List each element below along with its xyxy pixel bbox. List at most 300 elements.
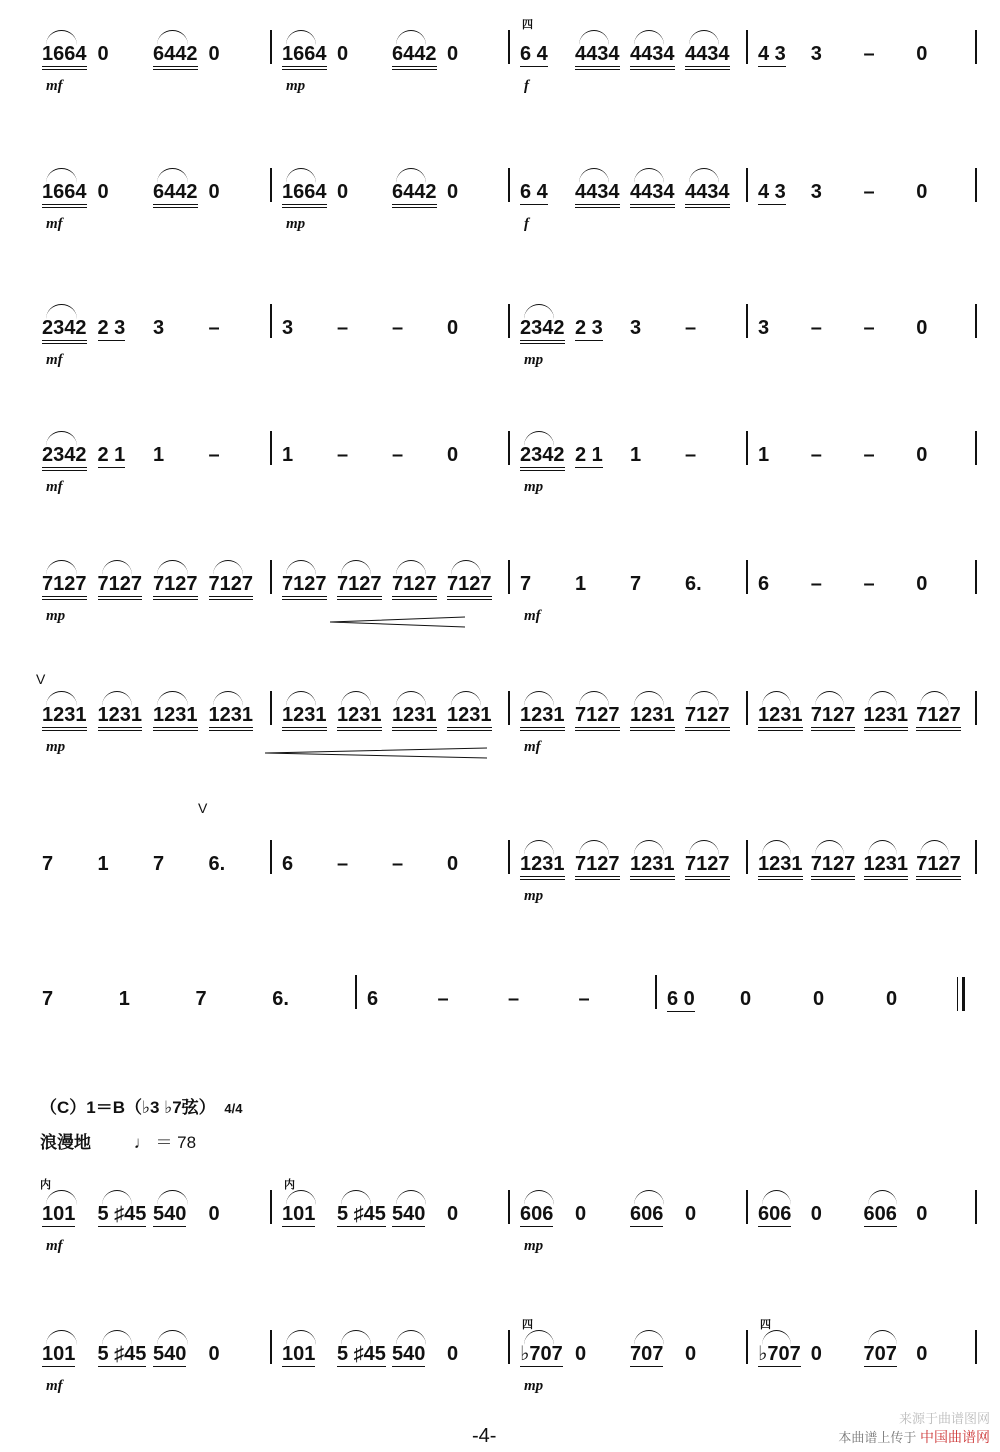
note-group: 101 xyxy=(282,1203,316,1225)
tempo-word: 浪漫地 xyxy=(40,1133,91,1152)
note-group: 7127 xyxy=(209,572,254,600)
note-group: 3 xyxy=(153,317,165,339)
slur-mark xyxy=(815,840,844,855)
breath-mark: V xyxy=(36,671,46,687)
note-group: 7 xyxy=(153,853,165,875)
note-group: 7 xyxy=(42,853,54,875)
note-group: – xyxy=(208,444,220,466)
note-group: 4434 xyxy=(630,42,675,70)
slur-mark xyxy=(341,560,371,575)
dynamic-marking: mf xyxy=(46,352,63,368)
slur-mark xyxy=(524,1330,554,1345)
note-group: 1 xyxy=(575,573,587,595)
note-group: 0 xyxy=(447,181,459,203)
note-group: 6442 xyxy=(392,180,437,208)
barline xyxy=(746,1330,748,1364)
slur-mark xyxy=(396,30,426,45)
slur-mark xyxy=(451,691,481,706)
note-group: 1664 xyxy=(42,42,87,70)
note-group: 707 xyxy=(630,1343,664,1365)
slur-mark xyxy=(689,691,719,706)
note-group: 2342 xyxy=(42,316,87,344)
barline xyxy=(270,840,272,874)
watermark-top: 来源于曲谱图网 xyxy=(898,1411,990,1426)
note-group: 3 xyxy=(282,317,294,339)
note-group: 7127 xyxy=(916,703,961,731)
note-group: 0 xyxy=(447,1203,459,1225)
note-group: 1 xyxy=(758,444,770,466)
note-group: 0 xyxy=(337,43,349,65)
note-group: 0 xyxy=(685,1343,697,1365)
slur-mark xyxy=(762,1190,791,1205)
note-group: 7127 xyxy=(282,572,327,600)
fingering-mark: 四 xyxy=(522,19,533,31)
final-barline xyxy=(957,977,966,1011)
note-group: 4 3 xyxy=(758,43,786,65)
barline xyxy=(975,1190,977,1224)
note-group: 7127 xyxy=(916,852,961,880)
note-group: 2342 xyxy=(520,443,565,471)
note-group: 1231 xyxy=(153,703,198,731)
note-group: 7127 xyxy=(153,572,198,600)
note-group: – xyxy=(337,853,349,875)
slur-mark xyxy=(286,1330,316,1345)
barline xyxy=(975,1330,977,1364)
slur-mark xyxy=(46,431,77,446)
note-group: 0 xyxy=(685,1203,697,1225)
slur-mark xyxy=(46,560,77,575)
note-group: 0 xyxy=(337,181,349,203)
slur-mark xyxy=(579,30,609,45)
slur-mark xyxy=(102,1190,133,1205)
slur-mark xyxy=(157,691,188,706)
note-group: – xyxy=(810,444,822,466)
barline xyxy=(975,168,977,202)
barline xyxy=(270,560,272,594)
note-group: 1231 xyxy=(520,703,565,731)
slur-mark xyxy=(634,30,664,45)
section-title xyxy=(40,1093,243,1118)
note-group: 6 4 xyxy=(520,181,548,203)
note-group: 7127 xyxy=(337,572,382,600)
tempo-mark: ♩ ＝ 78 xyxy=(133,1133,197,1152)
barline xyxy=(270,1190,272,1224)
barline xyxy=(746,304,748,338)
note-group: 2 3 xyxy=(97,317,126,339)
slur-mark xyxy=(524,691,554,706)
note-group: 3 xyxy=(810,43,822,65)
note-group: – xyxy=(863,317,875,339)
barline xyxy=(355,975,357,1009)
barline xyxy=(746,691,748,725)
barline xyxy=(270,168,272,202)
staff-row xyxy=(0,296,1000,426)
fingering-mark: 四 xyxy=(522,1319,533,1331)
note-group: – xyxy=(863,444,875,466)
note-group: 3 xyxy=(758,317,770,339)
barline xyxy=(746,30,748,64)
note-group: 5 ♯45 xyxy=(97,1343,147,1365)
barline xyxy=(746,168,748,202)
note-group: 2 3 xyxy=(575,317,603,339)
note-group: 606 xyxy=(758,1203,792,1225)
dynamic-marking: mf xyxy=(524,739,541,755)
slur-mark xyxy=(396,1330,426,1345)
slur-mark xyxy=(157,1330,188,1345)
note-group: 4434 xyxy=(575,180,620,208)
note-group: 7127 xyxy=(392,572,437,600)
note-group: 540 xyxy=(392,1343,426,1365)
slur-mark xyxy=(157,560,188,575)
note-group: 1231 xyxy=(209,703,254,731)
slur-mark xyxy=(524,840,554,855)
note-group: 0 xyxy=(916,573,928,595)
slur-mark xyxy=(689,30,719,45)
note-group: 0 xyxy=(916,1343,928,1365)
slur-mark xyxy=(579,840,609,855)
slur-mark xyxy=(286,1190,316,1205)
slur-mark xyxy=(396,1190,426,1205)
note-group: 6 xyxy=(282,853,294,875)
barline xyxy=(975,431,977,465)
note-group: – xyxy=(508,988,520,1010)
barline xyxy=(270,431,272,465)
barline xyxy=(975,30,977,64)
note-group: 1231 xyxy=(864,852,909,880)
slur-mark xyxy=(46,1190,77,1205)
dynamic-marking: mf xyxy=(46,1378,63,1394)
barline xyxy=(746,840,748,874)
dynamic-marking: mp xyxy=(46,739,66,755)
note-group: 0 xyxy=(97,43,109,65)
barline xyxy=(270,30,272,64)
note-group: 0 xyxy=(916,1203,928,1225)
slur-mark xyxy=(689,840,719,855)
barline xyxy=(508,1330,510,1364)
slur-mark xyxy=(634,691,664,706)
barline xyxy=(508,168,510,202)
note-group: 7127 xyxy=(575,703,620,731)
slur-mark xyxy=(579,691,609,706)
note-group: 4 3 xyxy=(758,181,786,203)
note-group: 1231 xyxy=(42,703,87,731)
note-group: 1231 xyxy=(392,703,437,731)
note-group: 0 xyxy=(447,444,459,466)
slur-mark xyxy=(102,691,133,706)
barline xyxy=(508,30,510,64)
note-group: 2342 xyxy=(42,443,87,471)
note-group: – xyxy=(863,181,875,203)
note-group: – xyxy=(337,317,349,339)
note-group: 7127 xyxy=(447,572,492,600)
note-group: 1 xyxy=(630,444,642,466)
note-group: – xyxy=(685,317,697,339)
slur-mark xyxy=(868,1190,897,1205)
note-group: 3 xyxy=(810,181,822,203)
watermark xyxy=(838,1408,990,1447)
note-group: 6. xyxy=(208,853,226,875)
note-group: 606 xyxy=(520,1203,554,1225)
slur-mark xyxy=(579,168,609,183)
note-group: 7127 xyxy=(811,852,856,880)
note-group: 5 ♯45 xyxy=(337,1343,386,1365)
slur-mark xyxy=(524,431,554,446)
note-group: – xyxy=(392,444,404,466)
note-group: 4434 xyxy=(685,42,730,70)
time-signature: 4/4 xyxy=(224,1101,243,1116)
slur-mark xyxy=(46,1330,77,1345)
breath-mark: V xyxy=(198,800,208,816)
note-group: 6442 xyxy=(392,42,437,70)
note-group: – xyxy=(810,573,822,595)
watermark-left: 本曲谱上传于 xyxy=(838,1430,917,1445)
dynamic-marking: mp xyxy=(524,1238,544,1254)
note-group: 0 xyxy=(575,1343,587,1365)
note-group: – xyxy=(863,43,875,65)
note-group: 7127 xyxy=(98,572,143,600)
barline xyxy=(270,1330,272,1364)
slur-mark xyxy=(157,168,188,183)
note-group: 6 xyxy=(758,573,770,595)
barline xyxy=(508,431,510,465)
note-group: 1231 xyxy=(758,703,803,731)
dynamic-marking: f xyxy=(524,78,529,94)
slur-mark xyxy=(689,168,719,183)
slur-mark xyxy=(762,840,791,855)
slur-mark xyxy=(920,840,949,855)
slur-mark xyxy=(451,560,481,575)
note-group: 0 xyxy=(447,853,459,875)
note-group: 7127 xyxy=(42,572,87,600)
dynamic-marking: mp xyxy=(524,352,544,368)
key-signature: （C）1＝B（♭3 ♭7弦） xyxy=(40,1098,216,1117)
note-group: 0 xyxy=(886,988,898,1010)
slur-mark xyxy=(868,691,897,706)
note-group: 4434 xyxy=(575,42,620,70)
staff-row xyxy=(0,552,1000,682)
note-group: 1231 xyxy=(337,703,382,731)
note-group: 7 xyxy=(195,988,207,1010)
barline xyxy=(508,840,510,874)
note-group: 5 ♯45 xyxy=(337,1203,386,1225)
note-group: 4434 xyxy=(630,180,675,208)
barline xyxy=(508,1190,510,1224)
note-group: 0 xyxy=(916,181,928,203)
slur-mark xyxy=(157,1190,188,1205)
note-group: 1 xyxy=(118,988,130,1010)
note-group: ♭707 xyxy=(520,1343,563,1365)
slur-mark xyxy=(815,691,844,706)
note-group: – xyxy=(437,988,449,1010)
note-group: 4434 xyxy=(685,180,730,208)
note-group: 540 xyxy=(153,1203,187,1225)
note-group: – xyxy=(685,444,697,466)
slur-mark xyxy=(524,1190,554,1205)
note-group: 5 ♯45 xyxy=(97,1203,147,1225)
note-group: 7 xyxy=(630,573,642,595)
slur-mark xyxy=(341,1190,371,1205)
note-group: 6 4 xyxy=(520,43,548,65)
note-group: 6. xyxy=(685,573,702,595)
staff-row xyxy=(0,423,1000,553)
dynamic-marking: mp xyxy=(46,608,66,624)
note-group: 6 xyxy=(367,988,379,1010)
slur-mark xyxy=(524,304,554,319)
slur-mark xyxy=(762,691,791,706)
note-group: 0 xyxy=(447,317,459,339)
slur-mark xyxy=(762,1330,791,1345)
note-group: 1664 xyxy=(282,180,327,208)
note-group: 0 xyxy=(208,1343,220,1365)
fingering-mark: 四 xyxy=(760,1319,771,1331)
note-group: 0 xyxy=(810,1203,822,1225)
note-group: 101 xyxy=(42,1203,76,1225)
slur-mark xyxy=(102,1330,133,1345)
note-group: – xyxy=(578,988,590,1010)
note-group: – xyxy=(810,317,822,339)
note-group: 0 xyxy=(575,1203,587,1225)
dynamic-marking: mp xyxy=(286,78,306,94)
slur-mark xyxy=(341,1330,371,1345)
slur-mark xyxy=(286,168,316,183)
barline xyxy=(508,304,510,338)
barline xyxy=(975,560,977,594)
note-group: 606 xyxy=(863,1203,897,1225)
note-group: 6 0 xyxy=(667,988,695,1010)
note-group: 0 xyxy=(208,181,220,203)
slur-mark xyxy=(396,168,426,183)
note-group: 540 xyxy=(392,1203,426,1225)
note-group: 0 xyxy=(97,181,109,203)
fingering-mark: 内 xyxy=(284,1179,295,1191)
dynamic-marking: mp xyxy=(524,1378,544,1394)
slur-mark xyxy=(868,1330,897,1345)
note-group: – xyxy=(392,853,404,875)
dynamic-marking: mf xyxy=(524,608,541,624)
note-group: 1 xyxy=(282,444,294,466)
note-group: 0 xyxy=(447,1343,459,1365)
dynamic-marking: mf xyxy=(46,78,63,94)
note-group: 1 xyxy=(97,853,109,875)
crescendo-hairpin xyxy=(265,747,487,759)
slur-mark xyxy=(46,304,77,319)
note-group: 1231 xyxy=(630,703,675,731)
barline xyxy=(508,691,510,725)
slur-mark xyxy=(341,691,371,706)
note-group: – xyxy=(392,317,404,339)
dynamic-marking: mf xyxy=(46,216,63,232)
barline xyxy=(508,560,510,594)
note-group: 0 xyxy=(810,1343,822,1365)
note-group: 1231 xyxy=(758,852,803,880)
note-group: 101 xyxy=(282,1343,316,1365)
staff-row xyxy=(0,1179,1000,1312)
note-group: 0 xyxy=(916,43,928,65)
note-group: – xyxy=(863,573,875,595)
staff-row xyxy=(0,671,1000,813)
crescendo-hairpin xyxy=(330,616,465,628)
note-group: 1231 xyxy=(520,852,565,880)
barline xyxy=(270,691,272,725)
slur-mark xyxy=(634,168,664,183)
slur-mark xyxy=(920,691,949,706)
note-group: 0 xyxy=(740,988,752,1010)
note-group: 1231 xyxy=(447,703,492,731)
barline xyxy=(975,304,977,338)
slur-mark xyxy=(286,30,316,45)
note-group: 0 xyxy=(208,1203,220,1225)
note-group: 7127 xyxy=(575,852,620,880)
slur-mark xyxy=(286,691,316,706)
note-group: 0 xyxy=(208,43,220,65)
staff-row xyxy=(0,800,1000,962)
dynamic-marking: mf xyxy=(46,479,63,495)
note-group: 0 xyxy=(916,444,928,466)
staff-row xyxy=(0,967,1000,1097)
barline xyxy=(746,431,748,465)
slur-mark xyxy=(868,840,897,855)
slur-mark xyxy=(634,840,664,855)
barline xyxy=(746,560,748,594)
note-group: 0 xyxy=(916,317,928,339)
slur-mark xyxy=(286,560,316,575)
slur-mark xyxy=(634,1330,664,1345)
note-group: 2342 xyxy=(520,316,565,344)
note-group: – xyxy=(337,444,349,466)
note-group: 1231 xyxy=(282,703,327,731)
slur-mark xyxy=(634,1190,664,1205)
note-group: 606 xyxy=(630,1203,664,1225)
fingering-mark: 内 xyxy=(40,1179,51,1191)
slur-mark xyxy=(213,560,244,575)
slur-mark xyxy=(396,560,426,575)
slur-mark xyxy=(157,30,188,45)
note-group: 7127 xyxy=(685,852,730,880)
note-group: 2 1 xyxy=(575,444,603,466)
dynamic-marking: mp xyxy=(524,479,544,495)
note-group: 1231 xyxy=(864,703,909,731)
note-group: 1 xyxy=(153,444,165,466)
note-group: 1664 xyxy=(42,180,87,208)
barline xyxy=(270,304,272,338)
note-group: ♭707 xyxy=(758,1343,801,1365)
note-group: 1664 xyxy=(282,42,327,70)
note-group: 6442 xyxy=(153,180,198,208)
barline xyxy=(746,1190,748,1224)
note-group: 6442 xyxy=(153,42,198,70)
dynamic-marking: f xyxy=(524,216,529,232)
slur-mark xyxy=(102,560,133,575)
staff-row xyxy=(0,19,1000,152)
note-group: 7127 xyxy=(811,703,856,731)
page-number: -4- xyxy=(472,1425,497,1447)
note-group: 7127 xyxy=(685,703,730,731)
note-group: 7 xyxy=(520,573,532,595)
note-group: 540 xyxy=(153,1343,187,1365)
staff-row xyxy=(0,160,1000,290)
slur-mark xyxy=(396,691,426,706)
note-group: 0 xyxy=(813,988,825,1010)
note-group: 2 1 xyxy=(97,444,126,466)
dynamic-marking: mf xyxy=(46,1238,63,1254)
slur-mark xyxy=(46,168,77,183)
barline xyxy=(975,840,977,874)
barline xyxy=(975,691,977,725)
note-group: 3 xyxy=(630,317,642,339)
slur-mark xyxy=(213,691,244,706)
watermark-right: 中国曲谱网 xyxy=(920,1429,990,1445)
slur-mark xyxy=(46,30,77,45)
